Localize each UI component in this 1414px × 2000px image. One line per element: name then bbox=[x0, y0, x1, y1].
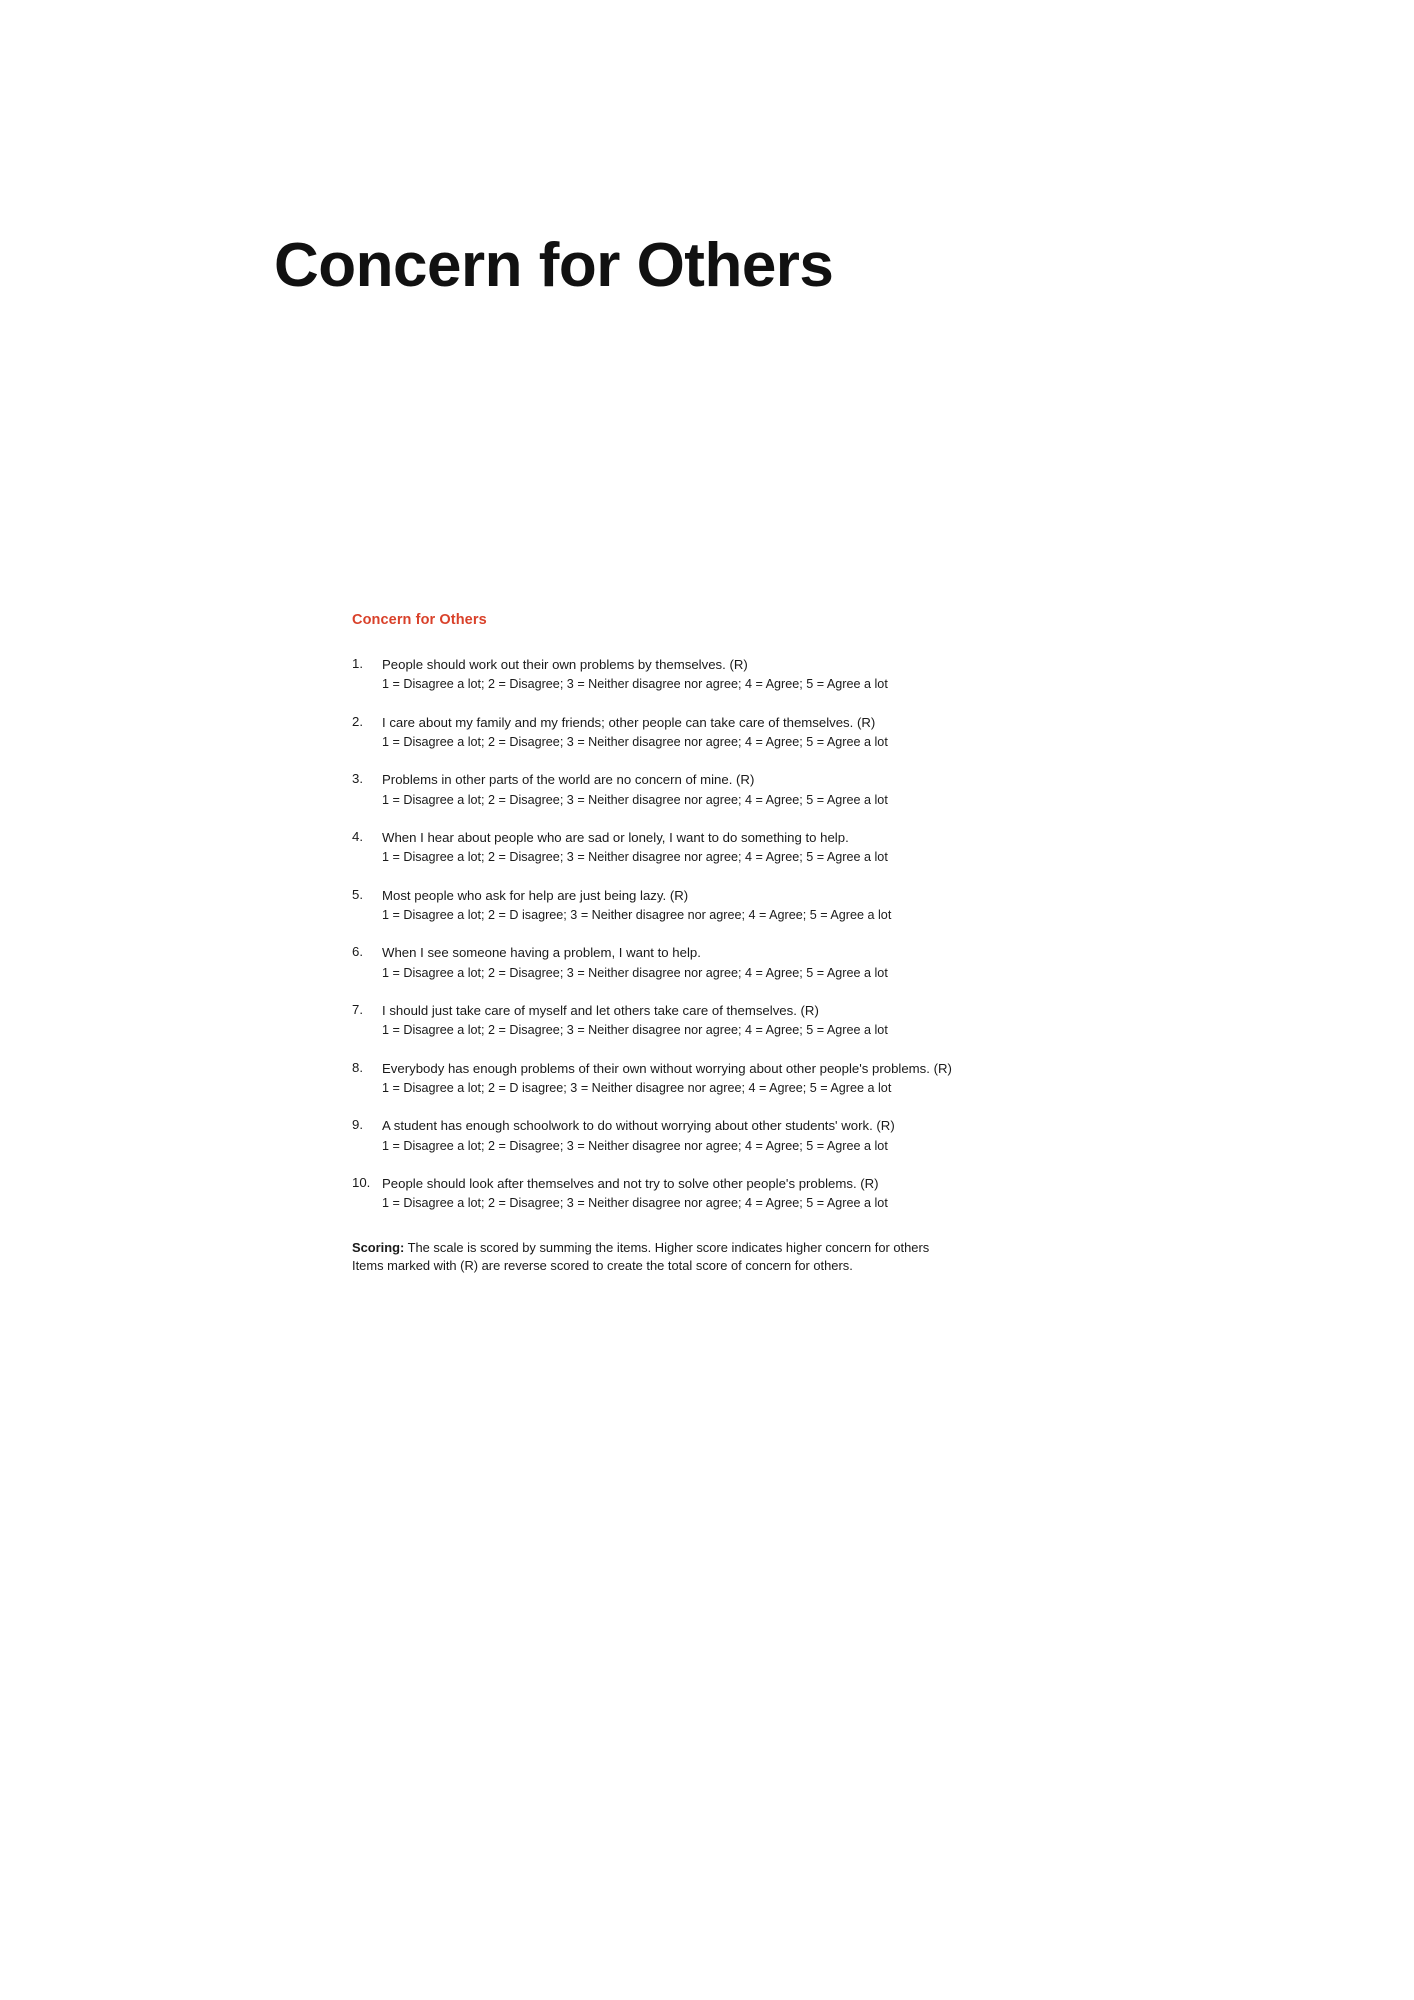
item-text: When I hear about people who are sad or lonely, I want to do something to help. bbox=[382, 830, 849, 846]
item-response-anchors: 1 = Disagree a lot; 2 = D isagree; 3 = Neither disagree nor agree; 4 = Agree; 5 = Agree a lot bbox=[382, 1081, 892, 1096]
item-number: 10. bbox=[352, 1175, 371, 1191]
list-item bbox=[352, 944, 1072, 982]
item-response-anchors: 1 = Disagree a lot; 2 = Disagree; 3 = Neither disagree nor agree; 4 = Agree; 5 = Agree a lot bbox=[382, 1138, 888, 1153]
item-response-anchors: 1 = Disagree a lot; 2 = Disagree; 3 = Neither disagree nor agree; 4 = Agree; 5 = Agree a lot bbox=[382, 1023, 888, 1038]
list-item bbox=[352, 771, 1072, 809]
item-text: People should look after themselves and not try to solve other people's problems. (R) bbox=[382, 1176, 879, 1192]
item-number: 3. bbox=[352, 771, 363, 787]
scale-items-list bbox=[352, 656, 1072, 1213]
list-item bbox=[352, 887, 1072, 925]
scoring-line-1: The scale is scored by summing the items. Higher score indicates higher concern for others bbox=[404, 1239, 930, 1255]
list-item bbox=[352, 656, 1072, 694]
list-item bbox=[352, 829, 1072, 867]
item-text: People should work out their own problems by themselves. (R) bbox=[382, 657, 748, 672]
page-title: Concern for Others bbox=[274, 231, 834, 300]
item-response-anchors: 1 = Disagree a lot; 2 = Disagree; 3 = Neither disagree nor agree; 4 = Agree; 5 = Agree a lot bbox=[382, 792, 888, 807]
scale-content bbox=[352, 612, 1072, 1275]
item-number: 7. bbox=[352, 1002, 363, 1018]
scoring-line-2: Items marked with (R) are reverse scored to create the total score of concern for others. bbox=[352, 1258, 853, 1274]
item-number: 2. bbox=[352, 713, 363, 729]
item-number: 1. bbox=[352, 656, 363, 671]
item-response-anchors: 1 = Disagree a lot; 2 = D isagree; 3 = Neither disagree nor agree; 4 = Agree; 5 = Agree a lot bbox=[382, 908, 892, 923]
item-response-anchors: 1 = Disagree a lot; 2 = Disagree; 3 = Neither disagree nor agree; 4 = Agree; 5 = Agree a lot bbox=[382, 1196, 888, 1211]
list-item bbox=[352, 1175, 1072, 1213]
item-response-anchors: 1 = Disagree a lot; 2 = Disagree; 3 = Neither disagree nor agree; 4 = Agree; 5 = Agree a lot bbox=[382, 677, 888, 692]
item-text: I should just take care of myself and let others take care of themselves. (R) bbox=[382, 1003, 819, 1019]
item-number: 5. bbox=[352, 886, 363, 902]
item-text: When I see someone having a problem, I want to help. bbox=[382, 945, 701, 961]
item-number: 9. bbox=[352, 1117, 363, 1133]
item-text: Problems in other parts of the world are no concern of mine. (R) bbox=[382, 772, 755, 788]
item-text: Everybody has enough problems of their own without worrying about other people's problems. (R) bbox=[382, 1060, 952, 1076]
item-number: 6. bbox=[352, 944, 363, 960]
item-response-anchors: 1 = Disagree a lot; 2 = Disagree; 3 = Neither disagree nor agree; 4 = Agree; 5 = Agree a lot bbox=[382, 965, 888, 980]
item-number: 8. bbox=[352, 1059, 363, 1075]
list-item bbox=[352, 1117, 1072, 1155]
scoring-note bbox=[352, 1239, 1052, 1276]
list-item bbox=[352, 714, 1072, 752]
scoring-label: Scoring: bbox=[352, 1239, 405, 1255]
item-response-anchors: 1 = Disagree a lot; 2 = Disagree; 3 = Neither disagree nor agree; 4 = Agree; 5 = Agree a lot bbox=[382, 735, 888, 750]
item-text: I care about my family and my friends; other people can take care of themselves. (R) bbox=[382, 714, 876, 730]
item-number: 4. bbox=[352, 829, 363, 845]
scale-heading: Concern for Others bbox=[352, 612, 487, 628]
item-text: A student has enough schoolwork to do without worrying about other students' work. (R) bbox=[382, 1118, 895, 1134]
list-item bbox=[352, 1002, 1072, 1040]
item-text: Most people who ask for help are just being lazy. (R) bbox=[382, 887, 689, 903]
item-response-anchors: 1 = Disagree a lot; 2 = Disagree; 3 = Neither disagree nor agree; 4 = Agree; 5 = Agree a lot bbox=[382, 850, 888, 865]
list-item bbox=[352, 1060, 1072, 1098]
